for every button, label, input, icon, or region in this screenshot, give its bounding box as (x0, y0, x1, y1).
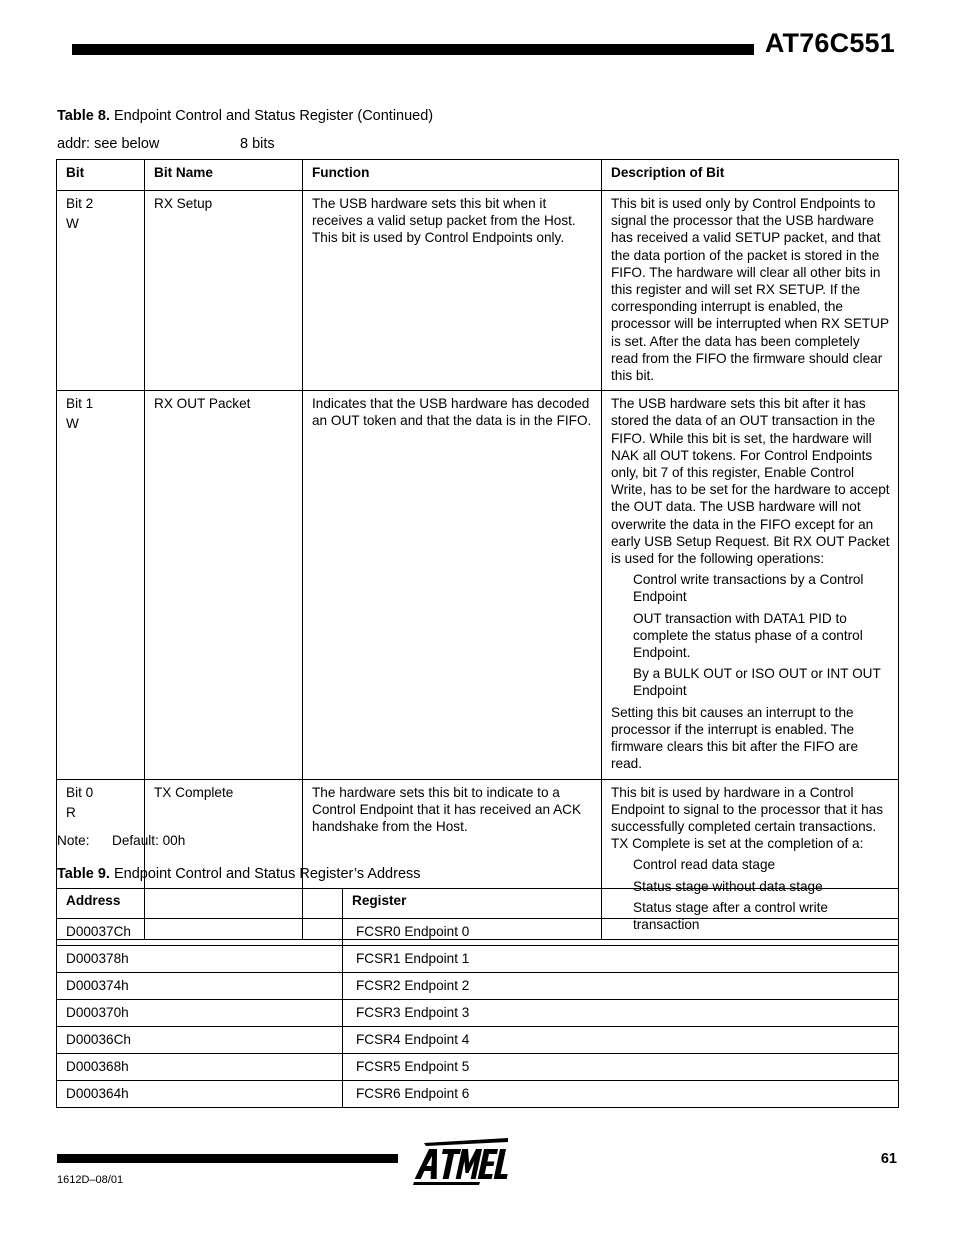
bit-name: TX Complete (145, 779, 303, 940)
bit-description: This bit is used only by Control Endpoints to signal the processor that the USB hardware has received a valid SETUP packet, and that the data portion of the packet is stored in the FIFO. The hardware will clear all other bits in this register and will set RX SETUP. If the corresponding interrupt is enabled, the processor will be interrupted when RX SETUP is set. After the data has been completely read from the FIFO the firmware should clear this bit. (602, 191, 899, 391)
column-header-function: Function (303, 160, 602, 191)
register-width: 8 bits (240, 136, 275, 152)
table-row (57, 973, 899, 1000)
address-cell: D00037Ch (57, 919, 343, 946)
table-row (57, 946, 899, 973)
note-text: Default: 00h (112, 833, 186, 848)
table9-caption (57, 866, 421, 882)
description-text: The USB hardware sets this bit after it has stored the data of an OUT transaction in the FIFO. While this bit is set, the hardware will NAK all OUT tokens. For Control Endpoints only, bit 7 of this register, Enable Control Write, has to be set for the hardware to accept the OUT data. The USB hardware will not overwrite the data in the FIFO except for an early USB Setup Request. Bit RX OUT Packet is used for the following operations: (611, 396, 890, 567)
column-header-register: Register (343, 889, 899, 919)
bit-cell (57, 191, 145, 391)
table8-caption (57, 108, 433, 124)
completion-item: Control read data stage (633, 857, 776, 873)
column-header-bit-name: Bit Name (145, 160, 303, 191)
register-cell: FCSR4 Endpoint 4 (343, 1027, 899, 1054)
bit-name: RX Setup (145, 191, 303, 391)
address-cell: D00036Ch (57, 1027, 343, 1054)
register-cell: FCSR2 Endpoint 2 (343, 973, 899, 1000)
bit-description (602, 391, 899, 779)
bit-number: Bit 2 (66, 196, 94, 211)
endpoint-control-status-table (56, 159, 899, 940)
bit-access-mode: W (66, 416, 79, 432)
register-cell: FCSR1 Endpoint 1 (343, 946, 899, 973)
atmel-logo (410, 1135, 510, 1187)
table9-caption-label: Table 9. (57, 866, 110, 882)
document-number: 1612D–08/01 (57, 1174, 124, 1186)
address-cell: D000364h (57, 1081, 343, 1108)
table-header-row (57, 160, 899, 191)
column-header-address: Address (57, 889, 343, 919)
register-cell: FCSR0 Endpoint 0 (343, 919, 899, 946)
page-number: 61 (880, 1151, 897, 1167)
address-cell: D000368h (57, 1054, 343, 1081)
table-row (57, 1027, 899, 1054)
address-cell: D000370h (57, 1000, 343, 1027)
operation-item: By a BULK OUT or ISO OUT or INT OUT Endpoint (633, 666, 881, 699)
header-rule (72, 44, 754, 55)
table-row (57, 391, 899, 779)
table-row (57, 1054, 899, 1081)
register-cell: FCSR6 Endpoint 6 (343, 1081, 899, 1108)
bit-access-mode: W (66, 216, 79, 232)
completion-item: Status stage without data stage (633, 878, 823, 894)
bit-access-mode: R (66, 804, 76, 820)
bit-number: Bit 0 (66, 784, 94, 800)
operation-item: OUT transaction with DATA1 PID to complete the status phase of a control Endpoint. (633, 610, 863, 661)
description-followup: Setting this bit causes an interrupt to the processor if the interrupt is enabled. The firmware clears this bit after the FIFO are read. (611, 704, 859, 772)
footer-rule (57, 1154, 398, 1163)
table-row (57, 1081, 899, 1108)
column-header-description: Description of Bit (602, 160, 899, 191)
table8-caption-text: Endpoint Control and Status Register (Continued) (113, 108, 434, 124)
completion-item: Status stage after a control write transaction (633, 899, 828, 932)
table-header-row (57, 889, 899, 919)
table-row (57, 191, 899, 391)
description-text: This bit is used by hardware in a Control Endpoint to signal to the processor that it has successfully completed certain transactions. TX Complete is set at the completion of a: (611, 784, 884, 852)
bit-function: Indicates that the USB hardware has decoded an OUT token and that the data is in the FIFO. (303, 391, 602, 779)
register-cell: FCSR3 Endpoint 3 (343, 1000, 899, 1027)
address-cell: D000378h (57, 946, 343, 973)
document-title: AT76C551 (764, 28, 895, 58)
column-header-bit: Bit (57, 160, 145, 191)
table8-caption-label: Table 8. (57, 108, 110, 124)
bit-number: Bit 1 (66, 396, 94, 412)
register-address: addr: see below (57, 136, 160, 152)
table9-caption-text: Endpoint Control and Status Register’s Address (113, 866, 421, 882)
table-row (57, 919, 899, 946)
bit-function: The hardware sets this bit to indicate to a Control Endpoint that it has received an ACK handshake from the Host. (303, 779, 602, 940)
register-cell: FCSR5 Endpoint 5 (343, 1054, 899, 1081)
register-address-table (56, 888, 899, 1108)
bit-cell (57, 391, 145, 779)
register-address-line (57, 136, 275, 152)
bit-name: RX OUT Packet (145, 391, 303, 779)
address-cell: D000374h (57, 973, 343, 1000)
operation-item: Control write transactions by a Control Endpoint (633, 572, 864, 605)
table-note (57, 833, 186, 848)
note-label: Note: (57, 833, 90, 848)
table-row (57, 1000, 899, 1027)
bit-function: The USB hardware sets this bit when it receives a valid setup packet from the Host. This bit is used by Control Endpoints only. (303, 191, 602, 391)
